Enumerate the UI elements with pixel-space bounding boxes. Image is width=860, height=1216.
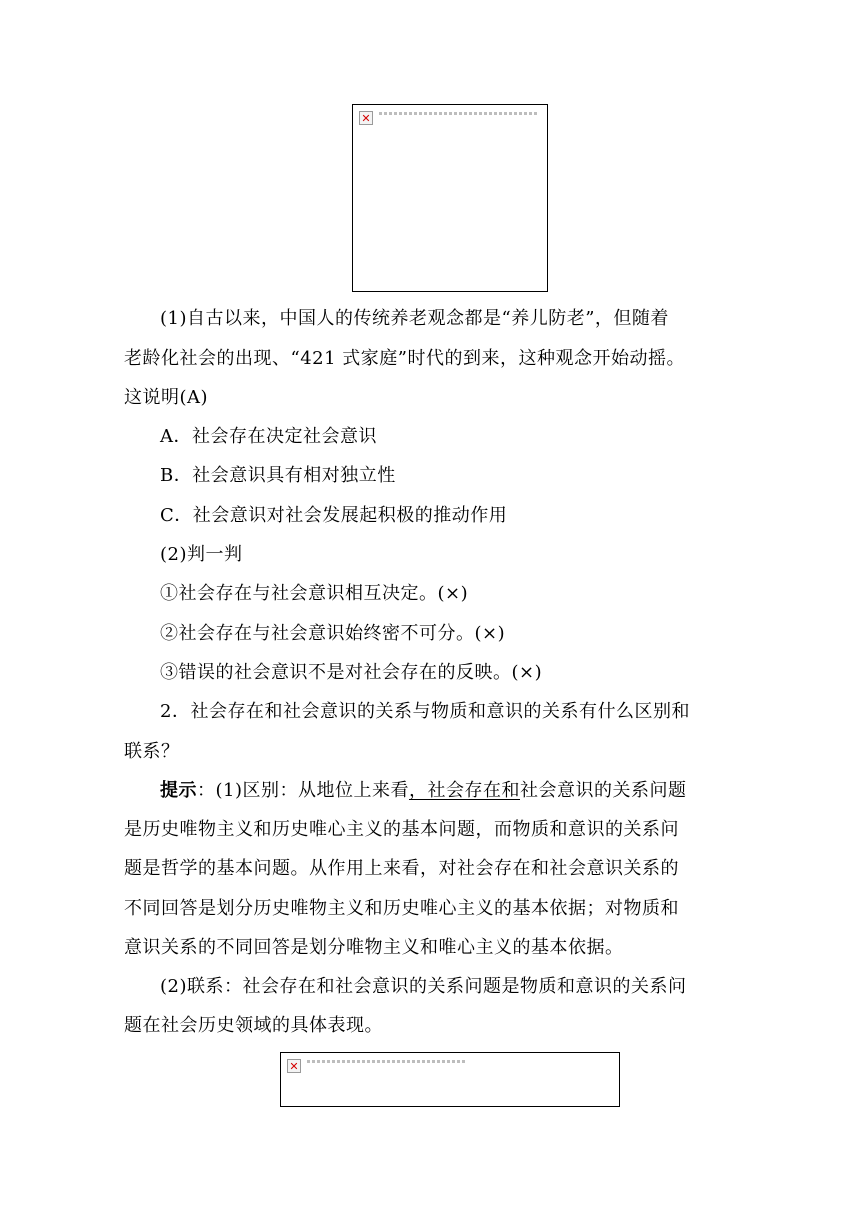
q1-line-1: (1)自古以来，中国人的传统养老观念都是“养儿防老”，但随着 [160,308,669,329]
hint-line-2: 是历史唯物主义和历史唯心主义的基本问题，而物质和意识的关系问 [124,819,679,840]
option-a: A．社会存在决定社会意识 [160,426,377,447]
hint-line-5: 意识关系的不同回答是划分唯物主义和唯心主义的基本依据。 [124,937,624,958]
hint-label: 提示 [160,780,197,801]
question2-line-2: 联系？ [124,741,180,762]
option-b: B．社会意识具有相对独立性 [160,465,396,486]
hint-text-a: ：(1)区别：从地位上来看 [197,780,409,801]
q1-line-2: 老龄化社会的出现、“421 式家庭”时代的到来，这种观念开始动摇。 [124,348,685,369]
hint-line-6: (2)联系：社会存在和社会意识的关系问题是物质和意识的关系问 [160,976,687,997]
judge-title: (2)判一判 [160,544,243,565]
broken-image-icon: ✕ [359,111,373,125]
hint-line-1 [160,779,687,803]
judge-item-2: ②社会存在与社会意识始终密不可分。(×) [160,623,506,644]
q1-line-3: 这说明(A) [124,387,209,408]
hint-line-3: 题是哲学的基本问题。从作用上来看，对社会存在和社会意识关系的 [124,858,679,879]
hint-text-c: 社会意识的关系问题 [520,780,687,801]
hint-line-7: 题在社会历史领域的具体表现。 [124,1015,383,1036]
hint-underlined-text: ，社会存在和 [409,780,520,801]
judge-item-3: ③错误的社会意识不是对社会存在的反映。(×) [160,662,543,683]
broken-image-bottom [280,1052,620,1107]
hint-line-4: 不同回答是划分历史唯物主义和历史唯心主义的基本依据；对物质和 [124,898,679,919]
broken-image-icon: ✕ [287,1059,301,1073]
image-alt-text [379,112,539,115]
broken-image-top [352,104,548,292]
image-alt-text [307,1060,467,1063]
option-c: C．社会意识对社会发展起积极的推动作用 [160,505,508,526]
question2-line-1: 2．社会存在和社会意识的关系与物质和意识的关系有什么区别和 [160,701,690,722]
judge-item-1: ①社会存在与社会意识相互决定。(×) [160,583,469,604]
